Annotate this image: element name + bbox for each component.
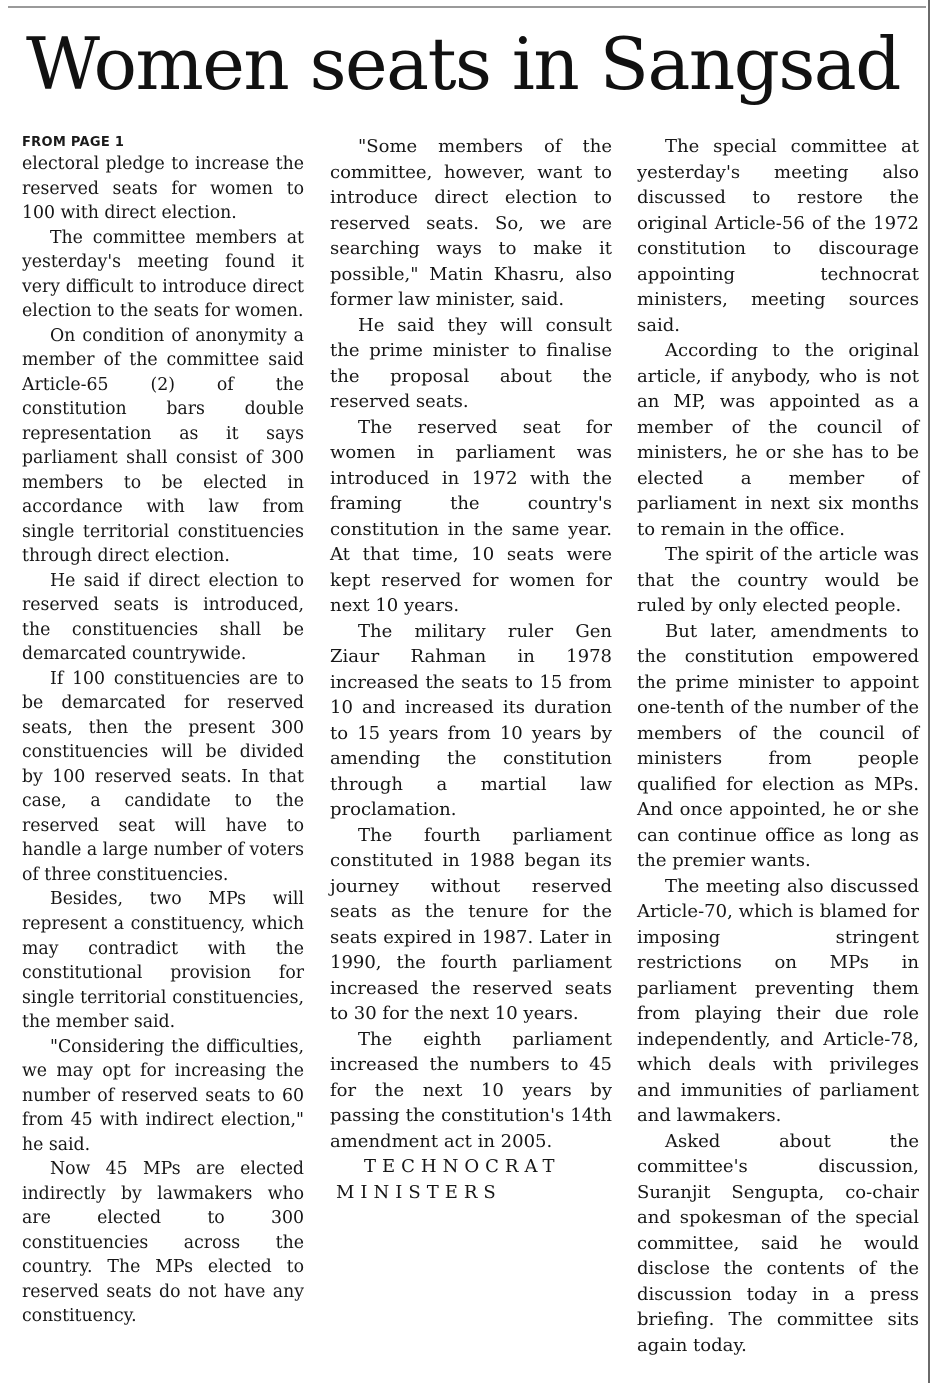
paragraph: "Considering the difficulties, we may opt for increasing the number of reserved seats to 60 from 45 with indirect election," he said.: [22, 1036, 304, 1155]
paragraph: The reserved seat for women in parliament was introduced in 1972 with the framing the country's constitution in the same year. At that time, 10 seats were kept reserved for women for next 10 years.: [330, 416, 612, 616]
paragraph: Besides, two MPs will represent a constituency, which may contradict with the constitutional provision for single territorial constituencies, the member said.: [22, 889, 304, 1033]
paragraph: electoral pledge to increase the reserved seats for women to 100 with direct election.: [22, 154, 304, 224]
paragraph: The spirit of the article was that the country would be ruled by only elected people.: [637, 544, 919, 616]
paragraph: The fourth parliament constituted in 1988 began its journey without reserved seats as the tenure for the seats expired in 1987. Later in 1990, the fourth parliament increased the reserved seats to 30 for the next 10 years.: [330, 824, 612, 1024]
paragraph: But later, amendments to the constitution empowered the prime minister to appoint one-tenth of the number of the members of the council of ministers from people qualified for election as MPs. And once appointed, he or she can continue office as long as the premier wants.: [637, 620, 919, 871]
paragraph: Asked about the committee's discussion, Suranjit Sengupta, co-chair and spokesman of the special committee, said he would disclose the contents of the discussion today in a press briefing. The committee sits again today.: [637, 1130, 919, 1356]
paragraph: Now 45 MPs are elected indirectly by lawmakers who are elected to 300 constituencies across the country. The MPs elected to reserved seats do not have any constituency.: [22, 1159, 304, 1327]
paragraph: The meeting also discussed Article-70, which is blamed for imposing stringent restrictions on MPs in parliament preventing them from playing their due role independently, and Article-78, which deals with privileges and immunities of parliament and lawmakers.: [637, 875, 919, 1126]
paragraph: According to the original article, if anybody, who is not an MP, was appointed as a member of the council of ministers, he or she has to be elected a member of parliament in next six months to remain in the office.: [637, 340, 919, 540]
subhead: TECHNOCRAT MINISTERS: [336, 1156, 561, 1203]
paragraph: On condition of anonymity a member of the committee said Article-65 (2) of the constitution bars double representation as it says parliament shall consist of 300 members to be elected in accordance with law from single territorial constituencies through direct election.: [22, 325, 304, 567]
paragraph: The eighth parliament increased the numbers to 45 for the next 10 years by passing the constitution's 14th amendment act in 2005.: [330, 1028, 612, 1152]
paragraph: The committee members at yesterday's meeting found it very difficult to introduce direct election to the seats for women.: [22, 227, 304, 322]
paragraph: He said they will consult the prime minister to finalise the proposal about the reserved seats.: [330, 314, 612, 412]
top-rule: [8, 6, 926, 8]
paragraph: The special committee at yesterday's meeting also discussed to restore the original Article-56 of the 1972 constitution to discourage appointing technocrat ministers, meeting sources said.: [637, 136, 919, 336]
headline: Women seats in Sangsad: [26, 22, 900, 106]
column-3: [637, 134, 919, 1358]
column-1: [22, 134, 304, 1329]
kicker: FROM PAGE 1: [22, 135, 125, 150]
paragraph: If 100 constituencies are to be demarcated for reserved seats, then the present 300 constituencies will be divided by 100 reserved seats. In that case, a candidate to the reserved seat will have to handle a large number of voters of three constituencies.: [22, 668, 304, 885]
paragraph: He said if direct election to reserved seats is introduced, the constituencies shall be demarcated countrywide.: [22, 570, 304, 665]
paragraph: The military ruler Gen Ziaur Rahman in 1978 increased the seats to 15 from 10 and increased its duration to 15 years from 10 years by amending the constitution through a martial law proclamation.: [330, 620, 612, 820]
column-2: [330, 134, 612, 1205]
paragraph: "Some members of the committee, however, want to introduce direct election to reserved seats. So, we are searching ways to make it possible," Matin Khasru, also former law minister, said.: [330, 136, 612, 310]
